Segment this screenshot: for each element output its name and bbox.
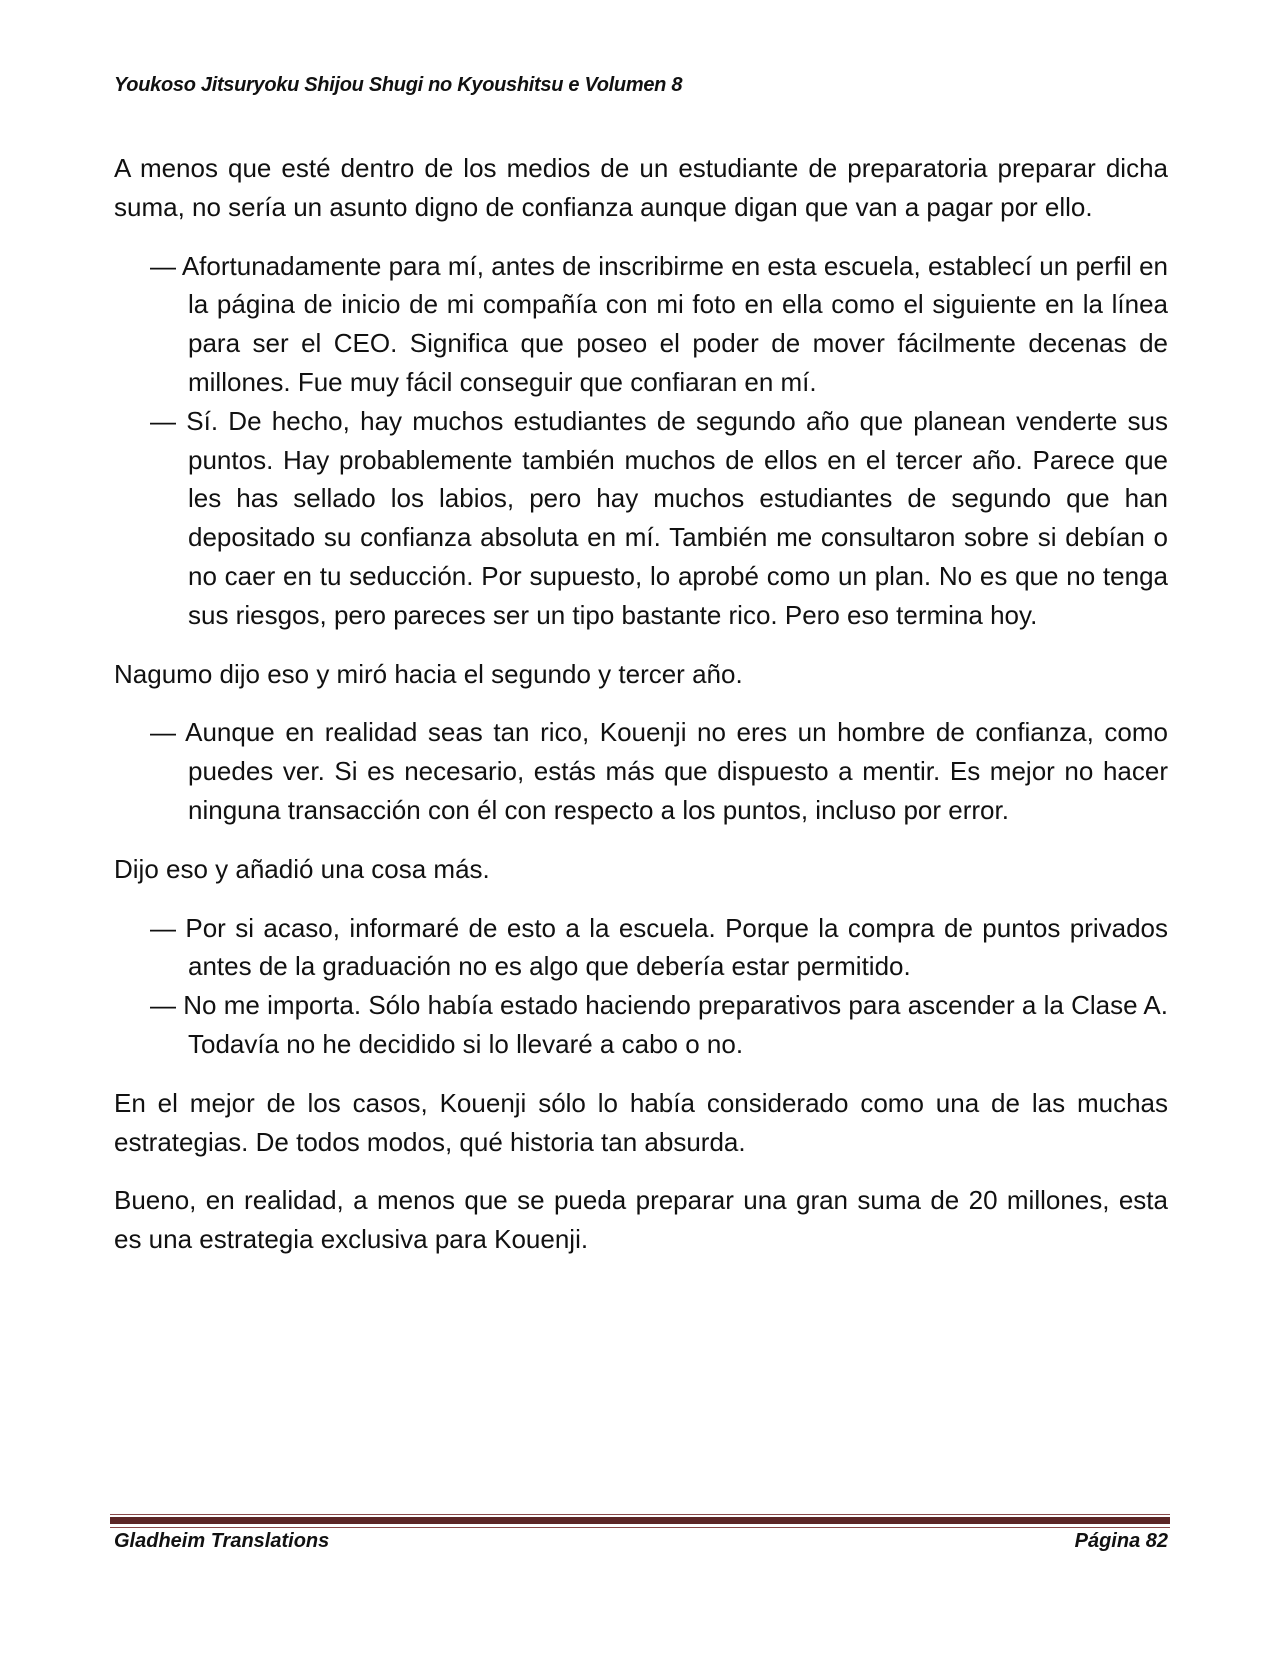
dialogue-line: — Afortunadamente para mí, antes de inscribirme en esta escuela, establecí un perfil en la página de inicio de mi compañía con mi foto en ella como el siguiente en la línea para ser el CEO. Significa que poseo el poder de mover fácilmente decenas de millones. Fue muy fácil conseguir que confiaran en mí.: [150, 250, 1168, 397]
dialogue-group: [114, 909, 1168, 1064]
paragraph: Dijo eso y añadió una cosa más.: [114, 853, 490, 884]
dialogue-line: — Sí. De hecho, hay muchos estudiantes de segundo año que planean venderte sus puntos. Hay probablemente también muchos de ellos en el tercer año. Parece que les has sellado los labios, pero hay muchos estudiantes de segundo que han depositado su confianza absoluta en mí. También me consultaron sobre si debían o no caer en tu seducción. Por supuesto, lo aprobé como un plan. No es que no tenga sus riesgos, pero pareces ser un tipo bastante rico. Pero eso termina hoy.: [150, 405, 1168, 630]
dialogue-line: — Aunque en realidad seas tan rico, Kouenji no eres un hombre de confianza, como puedes ver. Si es necesario, estás más que dispuesto a mentir. Es mejor no hacer ninguna transacción con él con respecto a los puntos, incluso por error.: [150, 717, 1168, 825]
page-body: [114, 149, 1168, 1279]
dialogue-line: — No me importa. Sólo había estado haciendo preparativos para ascender a la Clase A. Todavía no he decidido si lo llevaré a cabo o no.: [150, 990, 1168, 1059]
footer-rule-bar: [110, 1517, 1170, 1524]
footer-rule: [110, 1514, 1170, 1528]
paragraph: A menos que esté dentro de los medios de un estudiante de preparatoria preparar dicha suma, no sería un asunto digno de confianza aunque digan que van a pagar por ello.: [114, 153, 1168, 222]
dialogue-line: — Por si acaso, informaré de esto a la escuela. Porque la compra de puntos privados antes de la graduación no es algo que debería estar permitido.: [150, 912, 1168, 982]
paragraph: Bueno, en realidad, a menos que se pueda preparar una gran suma de 20 millones, esta es una estrategia exclusiva para Kouenji.: [114, 1185, 1168, 1255]
dialogue-group: [114, 247, 1168, 635]
paragraph: Nagumo dijo eso y miró hacia el segundo y tercer año.: [114, 658, 743, 689]
running-header: Youkoso Jitsuryoku Shijou Shugi no Kyoushitsu e Volumen 8: [114, 74, 683, 96]
page-number: Página 82: [1074, 1530, 1168, 1552]
footer-credit: Gladheim Translations: [114, 1530, 330, 1552]
paragraph: En el mejor de los casos, Kouenji sólo lo había considerado como una de las muchas estrategias. De todos modos, qué historia tan absurda.: [114, 1087, 1168, 1157]
dialogue-group: [114, 713, 1168, 829]
